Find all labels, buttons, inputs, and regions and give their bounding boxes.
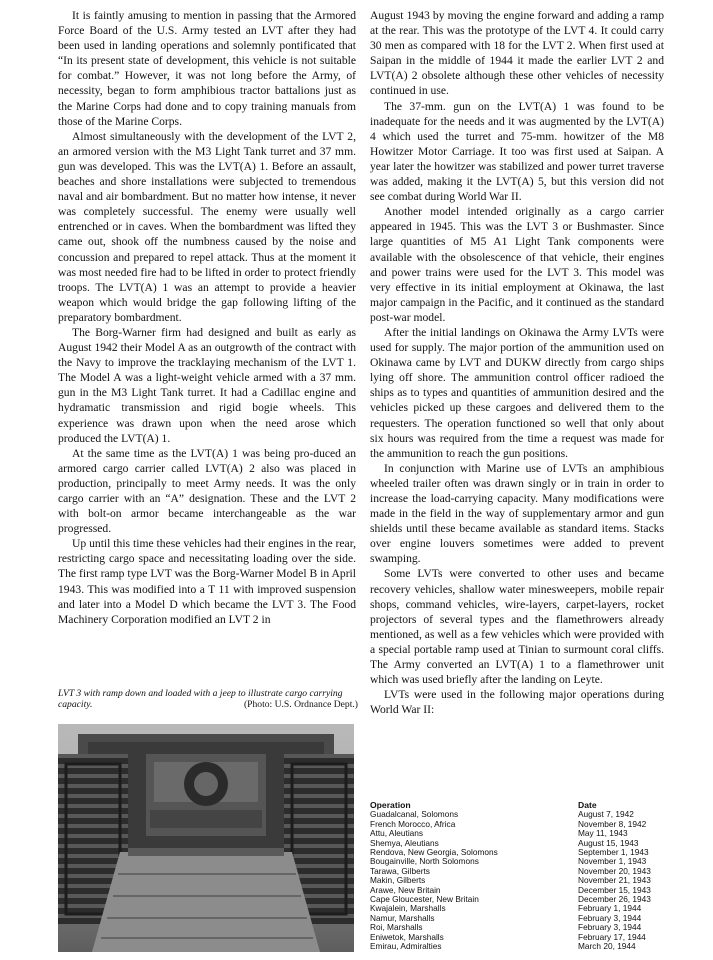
date-cell: December 15, 1943 (578, 884, 651, 895)
operation-cell: Rendova, New Georgia, Solomons (370, 847, 498, 858)
header-operation: Operation (370, 800, 411, 810)
paragraph: The 37-mm. gun on the LVT(A) 1 was found to be inadequate for the needs and it was augmented by the LVT(A) 4 which used the turret and 75-mm. howitzer of the M8 Howitzer Motor Carriage. It too was first used at Saipan. A year later the howitzer was stabilized and power turret traverse was added, making it the LVT(A) 5, but this version did not see combat during World War II. (370, 99, 664, 204)
operation-cell: Bougainville, North Solomons (370, 856, 479, 867)
date-cell: December 26, 1943 (578, 894, 651, 905)
operation-cell: Makin, Gilberts (370, 875, 426, 886)
paragraph: Another model intended originally as a cargo carrier appeared in 1945. This was the LVT 3 or Bushmaster. Since large quantities of M5 A1 Light Tank components were available with the obsolescence of that vehicle, their engines and power trains were used for the LVT 3. This model was very effective in its initial employment at Okinawa, the last major campaign in the Pacific, and it continued as the standard post-war model. (370, 205, 664, 324)
lvt3-illustration (58, 724, 354, 952)
date-cell: February 1, 1944 (578, 903, 642, 914)
operation-cell: Attu, Aleutians (370, 828, 424, 839)
date-cell: September 1, 1943 (578, 847, 649, 858)
operation-cell: Tarawa, Gilberts (370, 865, 430, 876)
date-cell: August 7, 1942 (578, 809, 634, 820)
date-cell: February 3, 1944 (578, 922, 642, 933)
right-column (370, 8, 664, 717)
paragraph: Up until this time these vehicles had their engines in the rear, restricting cargo space and necessitating loading over the side. The first ramp type LVT was the Borg-Warner Model B in April 1943. This was modified into a T 11 with improved suspension and later into a Model D which became the LVT 3. The Food Machinery Corporation modified an LVT 2 in (58, 537, 356, 626)
header-date: Date (578, 800, 597, 810)
operation-cell: French Morocco, Africa (370, 818, 456, 829)
operation-cell: Eniwetok, Marshalls (370, 931, 444, 942)
date-cell: May 11, 1943 (578, 828, 628, 839)
operation-cell: Emirau, Admiralties (370, 941, 442, 952)
paragraph: The Borg-Warner firm had designed and built as early as August 1942 their Model A as an outgrowth of the contract with the Navy to improve the tracklaying mechanism of the LVT 1. The Model A was a light-weight vehicle armed with a 37 mm. gun in the M3 Light Tank turret. It had a Cadillac engine and hydramatic transmission and rigid bogie wheels. This experience was drawn upon when the need arose which produced the LVT(A) 1. (58, 325, 356, 445)
paragraph: LVTs were used in the following major operations during World War II: (370, 688, 664, 717)
date-cell: November 20, 1943 (578, 865, 651, 876)
date-cell: November 1, 1943 (578, 856, 647, 867)
lvt3-photo (58, 724, 354, 952)
operation-cell: Roi, Marshalls (370, 922, 423, 933)
caption-text: LVT 3 with ramp down and loaded with a jeep to illustrate cargo carrying capacity. (58, 688, 343, 710)
operation-cell: Shemya, Aleutians (370, 837, 439, 848)
table-row (370, 942, 664, 951)
date-cell: November 8, 1942 (578, 818, 647, 829)
date-cell: February 3, 1944 (578, 912, 642, 923)
operation-cell: Arawe, New Britain (370, 884, 441, 895)
operation-cell: Cape Gloucester, New Britain (370, 894, 479, 905)
operations-table (370, 801, 664, 952)
operation-cell: Kwajalein, Marshalls (370, 903, 446, 914)
left-column (58, 8, 356, 627)
photo-credit: (Photo: U.S. Ordnance Dept.) (243, 699, 358, 710)
operation-cell: Guadalcanal, Solomons (370, 809, 459, 820)
photo-caption (58, 688, 358, 710)
date-cell: March 20, 1944 (578, 941, 636, 952)
paragraph-continuation: August 1943 by moving the engine forward and adding a ramp at the rear. This was the prototype of the LVT 4. It could carry 30 men as compared with 18 for the LVT 2. When first used at Saipan in the middle of 1944 it made the earlier LVT 2 and LVT(A) 2 obsolete although these other vehicles of necessity continued in use. (370, 9, 664, 98)
paragraph: At the same time as the LVT(A) 1 was being pro-duced an armored cargo carrier called LVT(A) 2 also was placed in production, principally to meet Army needs. It was the only cargo carrier with an “A” designation. These and the LVT 2 with bolt-on armor became interchangeable as the war progressed. (58, 446, 356, 536)
paragraph: Almost simultaneously with the development of the LVT 2, an armored version with the M3 Light Tank turret and 37 mm. gun was developed. This was the LVT(A) 1. Before an assault, beaches and shore installations were subjected to tremendous naval and air bombardment. But no matter how intense, it never was completely successful. The enemy were usually well entrenched or in caves. When the bombardment was lifted they came out, shook off the numbness caused by the noise and concussion and prepared to repel attack. Thus at the moment it was most needed fire had to be lifted in order to protect friendly troops. The LVT(A) 1 was an attempt to provide a heavier weapon which would bridge the gap following lifting of the preparatory bombardment. (58, 129, 356, 324)
paragraph: In conjunction with Marine use of LVTs an amphibious wheeled trailer often was drawn singly or in train in order to increase the load-carrying capacity. Many modifications were made in the field in the way of supplementary armor and gun shields until these became available as standard items. Stacks over engine louvers sometimes were added to prevent swamping. (370, 461, 664, 566)
paragraph: It is faintly amusing to mention in passing that the Armored Force Board of the U.S. Army tested an LVT after they had been used in landing operations and solemnly pontificated that “In its present state of development, this vehicle is not suitable for combat.” However, it was not long before the Army, of necessity, began to form amphibious tractor battalions just as the Marine Corps had done and to copy training manuals from those of the Marine Corps. (58, 9, 356, 128)
operation-cell: Namur, Marshalls (370, 912, 435, 923)
paragraph: Some LVTs were converted to other uses and became recovery vehicles, shallow water minesweepers, mobile repair shops, command vehicles, wire-layers, carpet-layers, rocket projectors of several types and the flamethrowers already mentioned, as well as a few vehicles which were provided with a special portable ramp used at Tinian to surmount coral cliffs. The Army converted an LVT(A) 1 to a flamethrower unit which was used briefly after the landing on Leyte. (370, 567, 664, 687)
paragraph: After the initial landings on Okinawa the Army LVTs were used for supply. The major portion of the ammunition used on Okinawa came by LVT and DUKW directly from cargo ships lying off shore. The ammunition control officer radioed the ships as to types and quantities of ammunition desired and the vehicles picked up these cargoes and delivered them to the requesters. The operation functioned so well that only about six hours was required from the time a request was made for the ammunition to reach the gun positions. (370, 325, 664, 460)
date-cell: August 15, 1943 (578, 837, 639, 848)
date-cell: November 21, 1943 (578, 875, 651, 886)
date-cell: February 17, 1944 (578, 931, 646, 942)
